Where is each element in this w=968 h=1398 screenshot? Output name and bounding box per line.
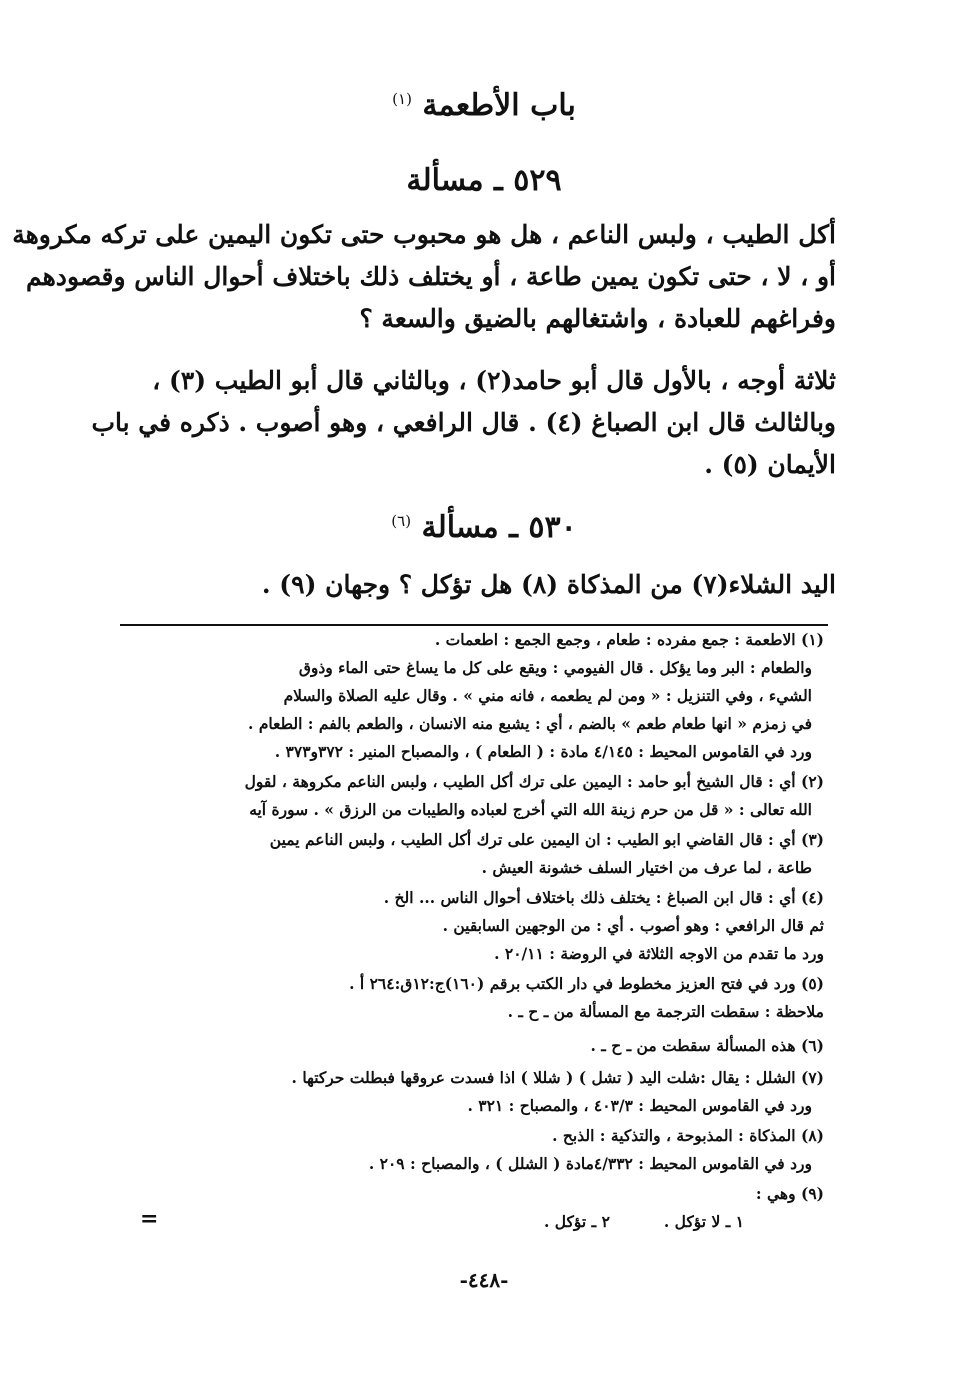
answer-line-2: وبالثالث قال ابن الصباغ (٤) . قال الرافعي ، وهو أصوب . ذكره في باب xyxy=(91,408,836,437)
question-530-footnote-ref: (٦) xyxy=(391,512,412,530)
continuation-mark: = xyxy=(140,1206,159,1232)
footnote-line: (٨) المذكاة : المذبوحة ، والتذكية : الذبح . xyxy=(552,1126,824,1145)
footnote-line: في زمزم « انها طعام طعم » بالضم ، أي : يشبع منه الانسان ، والطعم بالفم : الطعام . xyxy=(248,714,812,733)
footnote-line: (٥) ورد في فتح العزيز مخطوط في دار الكتب برقم (١٦٠)ج:١٢ق:٢٦٤ أ . xyxy=(349,974,824,993)
question-529-line-1: أكل الطيب ، ولبس الناعم ، هل هو محبوب حتى تكون اليمين على تركه مكروهة xyxy=(12,220,836,249)
answer-line-1: ثلاثة أوجه ، بالأول قال أبو حامد(٢) ، وبالثاني قال أبو الطيب (٣) ، xyxy=(152,366,836,395)
question-529-text xyxy=(12,214,836,340)
footnote-line: ورد في القاموس المحيط : ٤٠٣/٣ ، والمصباح : ٣٢١ . xyxy=(467,1096,812,1115)
footnote-separator xyxy=(120,624,828,626)
footnote-line: الله تعالى : « قل من حرم زينة الله التي أخرج لعباده والطيبات من الرزق » . سورة آيه xyxy=(249,800,812,819)
chapter-title-text: باب الأطعمة xyxy=(422,88,576,123)
footnote-line: (٧) الشلل : يقال :شلت اليد ( تشل ) ( شللا ) اذا فسدت عروقها فبطلت حركتها . xyxy=(291,1068,824,1087)
answer-line-3: الأيمان (٥) . xyxy=(704,450,836,479)
question-530-title-text: ٥٣٠ ـ مسألة xyxy=(421,510,577,545)
footnote-line: ثم قال الرافعي : وهو أصوب . أي : من الوجهين السابقين . xyxy=(442,916,824,935)
footnote-line: (٣) أي : قال القاضي ابو الطيب : ان اليمين على ترك أكل الطيب ، ولبس الناعم يمين xyxy=(269,830,824,849)
question-530-text xyxy=(108,564,836,606)
footnote-line: (٢) أي : قال الشيخ أبو حامد : اليمين على ترك أكل الطيب ، ولبس الناعم مكروهة ، لقول xyxy=(244,772,824,791)
page-number: -٤٤٨- xyxy=(459,1268,509,1292)
question-529-line-2: أو ، لا ، حتى تكون يمين طاعة ، أو يختلف ذلك باختلاف أحوال الناس وقصودهم xyxy=(25,262,836,291)
question-530-line-1: اليد الشلاء(٧) من المذكاة (٨) هل تؤكل ؟ وجهان (٩) . xyxy=(261,570,836,599)
footnote-line: ١ ـ لا تؤكل . ٢ ـ تؤكل . xyxy=(544,1212,744,1231)
chapter-footnote-ref: (١) xyxy=(392,90,412,108)
chapter-title xyxy=(0,88,968,123)
footnote-line: ملاحظة : سقطت الترجمة مع المسألة من ـ ح ـ . xyxy=(507,1002,824,1021)
question-530-title xyxy=(0,510,968,545)
footnote-line: (٩) وهي : xyxy=(755,1184,824,1203)
footnote-line: (٦) هذه المسألة سقطت من ـ ح ـ . xyxy=(590,1036,824,1055)
footnote-line: (٤) أي : قال ابن الصباغ : يختلف ذلك باختلاف أحوال الناس ... الخ . xyxy=(383,888,824,907)
question-529-title: ٥٢٩ ـ مسألة xyxy=(406,163,562,198)
footnote-line: طاعة ، لما عرف من اختيار السلف خشونة العيش . xyxy=(481,858,812,877)
footnote-line: ورد في القاموس المحيط : ٤/١٤٥ مادة : ( الطعام ) ، والمصباح المنير : ٣٧٢و٣٧٣ . xyxy=(274,742,812,761)
question-529-answer xyxy=(91,360,836,486)
footnote-line: ورد ما تقدم من الاوجه الثلاثة في الروضة : ٢٠/١١ . xyxy=(494,944,824,963)
footnote-line: ورد في القاموس المحيط : ٤/٣٣٢مادة ( الشلل ) ، والمصباح : ٢٠٩ . xyxy=(368,1154,812,1173)
footnote-line: والطعام : البر وما يؤكل . قال الفيومي : ويقع على كل ما يساغ حتى الماء وذوق xyxy=(298,658,812,677)
footnote-line: الشيء ، وفي التنزيل : « ومن لم يطعمه ، فانه مني » . وقال عليه الصلاة والسلام xyxy=(283,686,812,705)
footnote-line: (١) الاطعمة : جمع مفرده : طعام ، وجمع الجمع : اطعمات . xyxy=(434,630,824,649)
question-529-line-3: وفراغهم للعبادة ، واشتغالهم بالضيق والسعة ؟ xyxy=(359,304,836,333)
